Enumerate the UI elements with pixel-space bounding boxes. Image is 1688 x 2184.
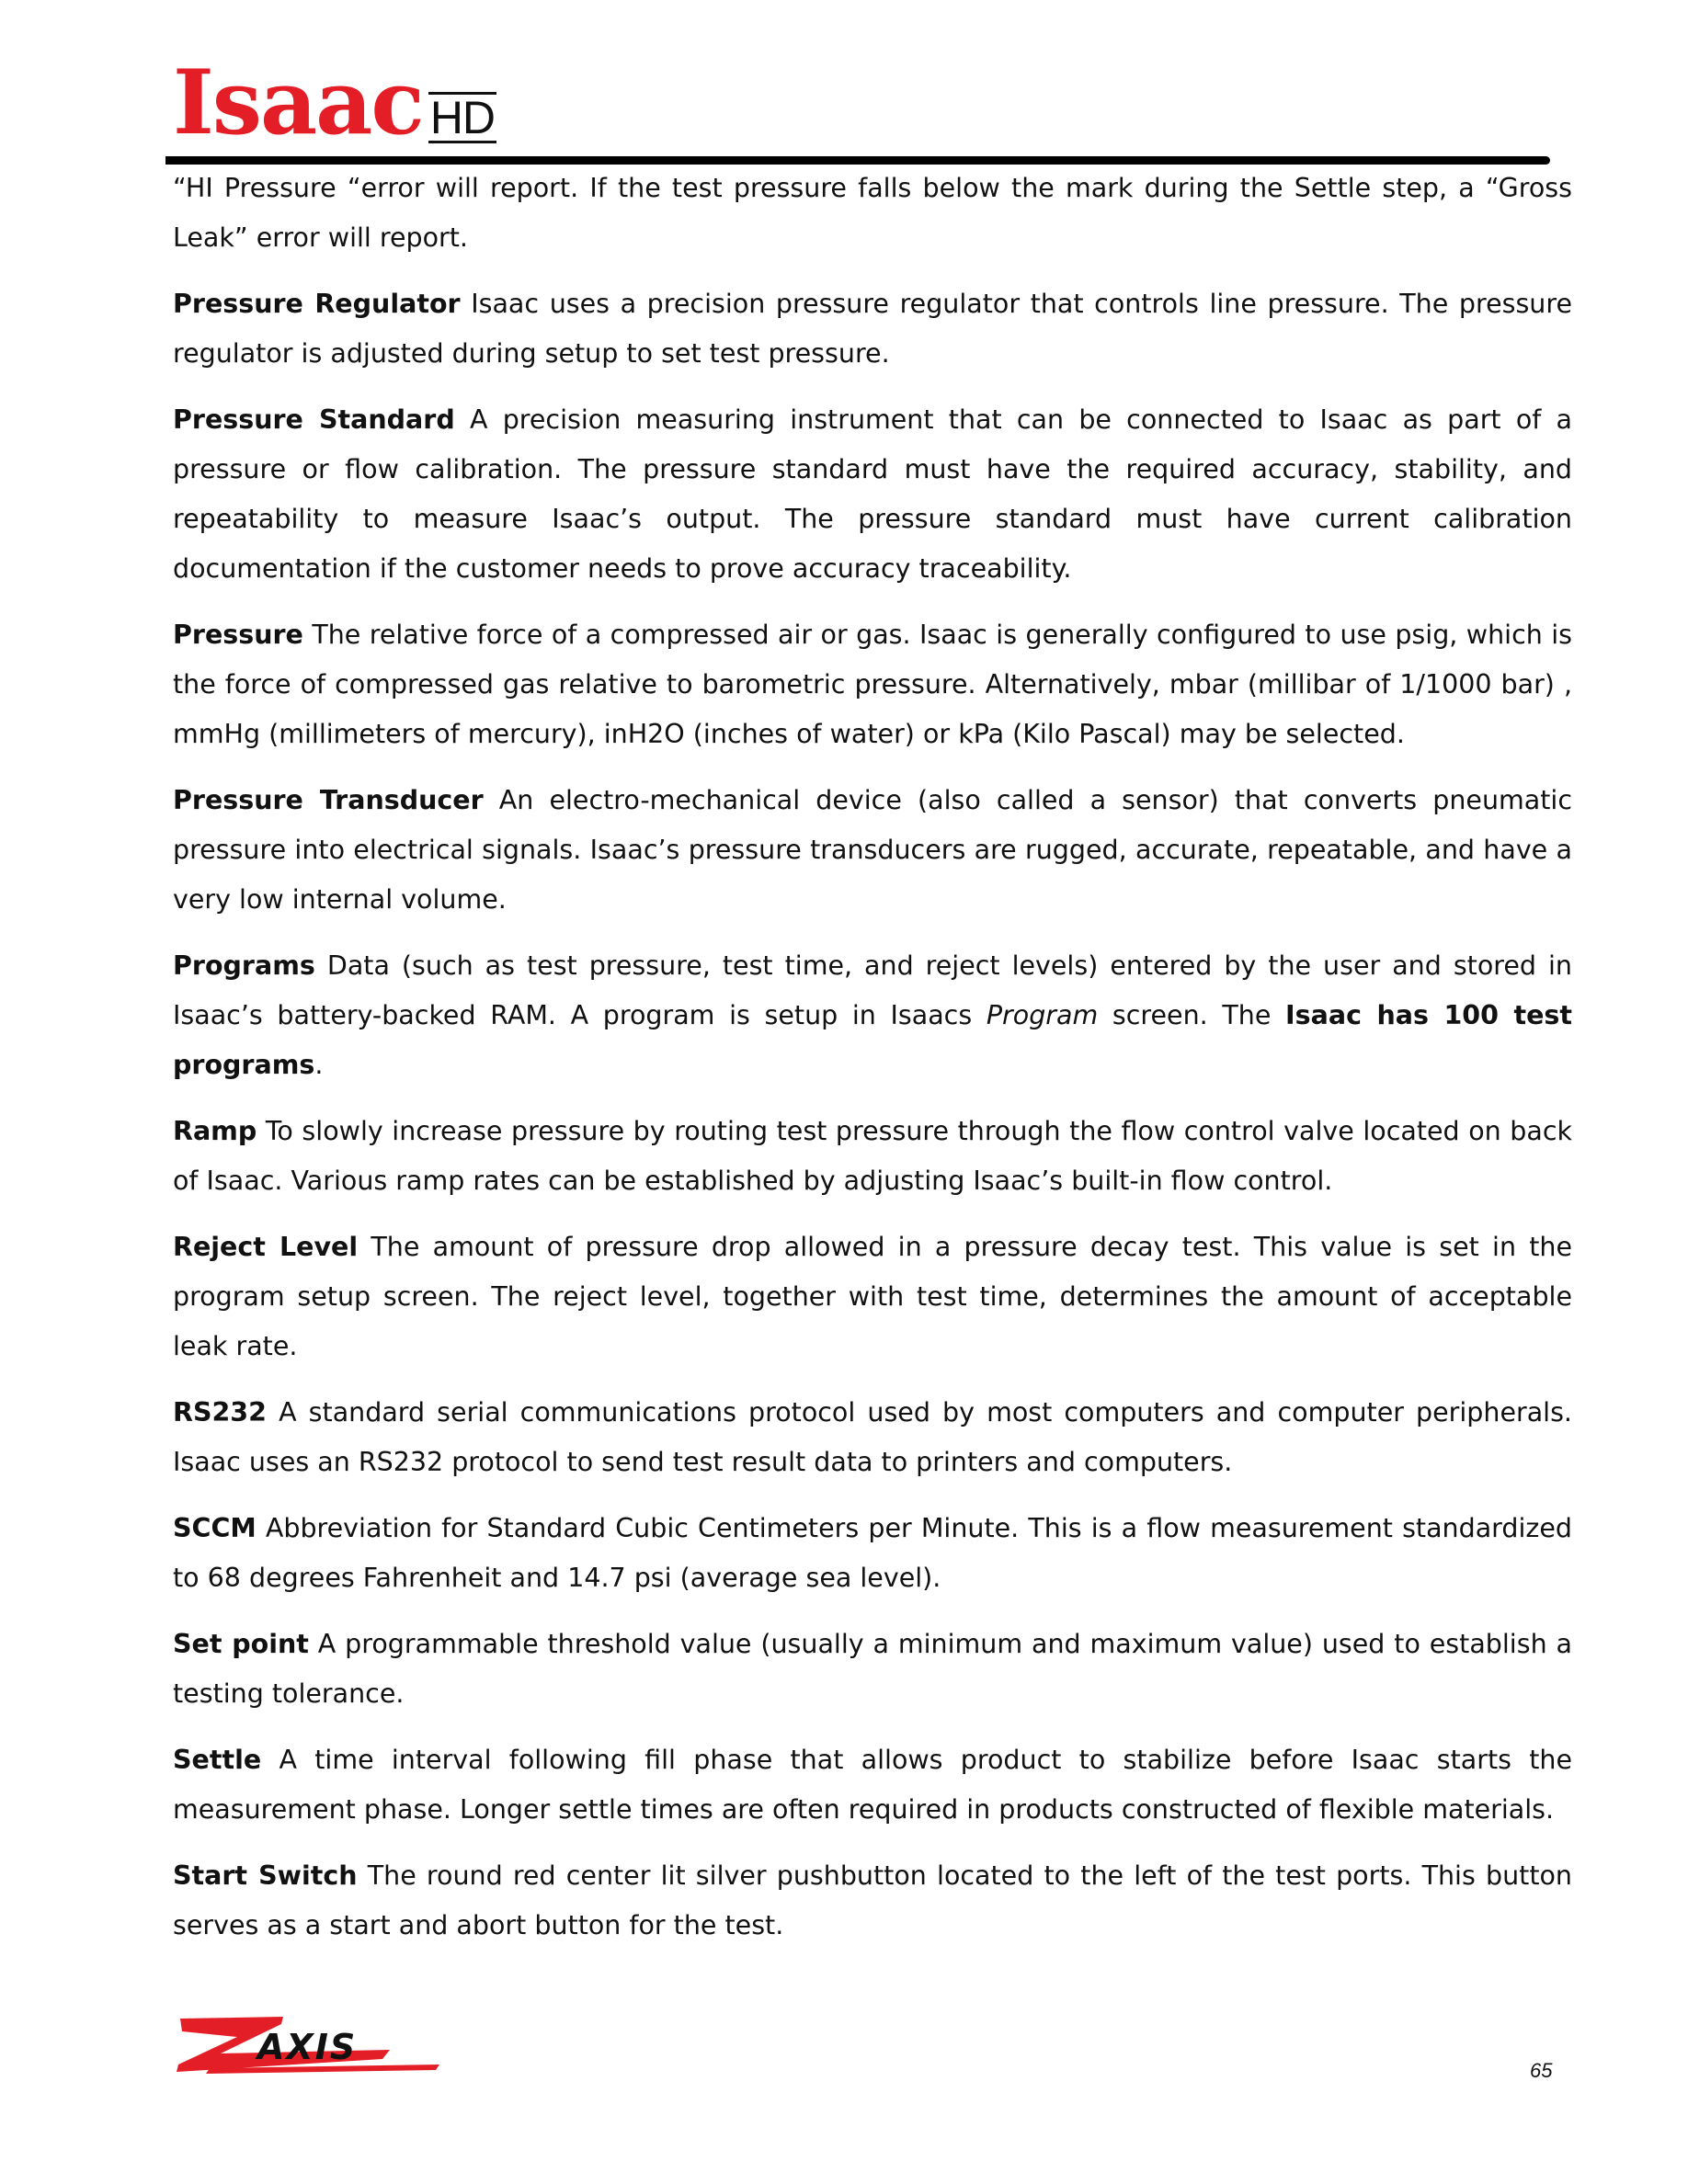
zaxis-logo <box>173 2013 439 2077</box>
zaxis-logo-text: AXIS <box>257 2027 358 2067</box>
glossary-entry-ramp <box>173 1107 1572 1206</box>
glossary-entry-start-switch <box>173 1851 1572 1951</box>
glossary-entry-rs232 <box>173 1388 1572 1487</box>
glossary-content <box>173 164 1572 1967</box>
glossary-entry-pressure-regulator <box>173 279 1572 379</box>
glossary-entry-pressure <box>173 610 1572 759</box>
glossary-definition: Isaac uses a precision pressure regulator that controls line pressure. The pressure regulator is adjusted during setup to set test pressure. <box>173 289 1572 369</box>
page-number: 65 <box>1530 2059 1553 2082</box>
glossary-term: SCCM <box>173 1513 257 1543</box>
glossary-entry-set-point <box>173 1620 1572 1719</box>
glossary-term: Pressure Transducer <box>173 785 484 815</box>
glossary-term: Ramp <box>173 1116 257 1146</box>
glossary-definition-part1: Data (such as test pressure, test time, and reject levels) entered by the user and stored in Isaac’s battery-backed RAM. A program is setup in Isaacs <box>173 950 1572 1030</box>
glossary-entry-programs <box>173 941 1572 1090</box>
glossary-term: Pressure Standard <box>173 404 455 435</box>
glossary-term: Pressure Regulator <box>173 289 461 319</box>
logo-hd-text: HD <box>429 92 496 143</box>
glossary-term: RS232 <box>173 1397 267 1428</box>
glossary-term: Reject Level <box>173 1232 359 1262</box>
logo-isaac-text: Isaac <box>173 51 423 154</box>
glossary-definition: The amount of pressure drop allowed in a pressure decay test. This value is set in the program setup screen. The reject level, together with test time, determines the amount of acceptable leak rate. <box>173 1232 1573 1361</box>
glossary-entry-pressure-transducer <box>173 776 1572 925</box>
intro-paragraph: “HI Pressure “error will report. If the test pressure falls below the mark during the Settle step, a “Gross Leak” error will report. <box>173 173 1572 253</box>
glossary-definition-bold: Isaac has 100 test programs <box>173 1000 1573 1080</box>
glossary-term: Start Switch <box>173 1860 358 1891</box>
glossary-entry-settle <box>173 1735 1572 1835</box>
glossary-entry-pressure-standard <box>173 395 1572 594</box>
glossary-entry-reject-level <box>173 1223 1572 1371</box>
glossary-definition: The round red center lit silver pushbutton located to the left of the test ports. This button serves as a start and abort button for the test. <box>173 1860 1573 1940</box>
glossary-definition: A time interval following fill phase that allows product to stabilize before Isaac starts the measurement phase. Longer settle times are often required in products constructed of flexible materials. <box>173 1745 1572 1825</box>
glossary-definition: A precision measuring instrument that can be connected to Isaac as part of a pressure or flow calibration. The pressure standard must have the required accuracy, stability, and repeatability to measure Isaac’s output. The pressure standard must have current calibration documentation if the customer needs to prove accuracy traceability. <box>173 404 1572 584</box>
glossary-definition: An electro-mechanical device (also called a sensor) that converts pneumatic pressure into electrical signals. Isaac’s pressure transducers are rugged, accurate, repeatable, and have a very low internal volume. <box>173 785 1573 915</box>
glossary-definition: To slowly increase pressure by routing test pressure through the flow control valve located on back of Isaac. Various ramp rates can be established by adjusting Isaac’s built-in flow control. <box>173 1116 1572 1196</box>
glossary-term: Pressure <box>173 620 303 650</box>
glossary-definition-end: . <box>314 1050 324 1080</box>
glossary-term: Set point <box>173 1629 309 1659</box>
glossary-definition-italic: Program <box>986 1000 1099 1030</box>
glossary-term: Programs <box>173 950 315 981</box>
glossary-definition: Abbreviation for Standard Cubic Centimeters per Minute. This is a flow measurement standardized to 68 degrees Fahrenheit and 14.7 psi (average sea level). <box>173 1513 1572 1593</box>
glossary-term: Settle <box>173 1745 262 1775</box>
glossary-entry-sccm <box>173 1504 1572 1603</box>
glossary-definition: A programmable threshold value (usually a minimum and maximum value) used to establish a testing tolerance. <box>173 1629 1572 1709</box>
glossary-definition: A standard serial communications protocol used by most computers and computer peripherals. Isaac uses an RS232 protocol to send test result data to printers and computers. <box>173 1397 1572 1477</box>
glossary-definition-part2: screen. The <box>1112 1000 1272 1030</box>
isaac-hd-logo <box>173 51 496 154</box>
glossary-definition: The relative force of a compressed air or gas. Isaac is generally configured to use psig, which is the force of compressed gas relative to barometric pressure. Alternatively, mbar (millibar of 1/1000 bar) , mmHg (millimeters of mercury), inH2O (inches of water) or kPa (Kilo Pascal) may be selected. <box>173 620 1572 749</box>
